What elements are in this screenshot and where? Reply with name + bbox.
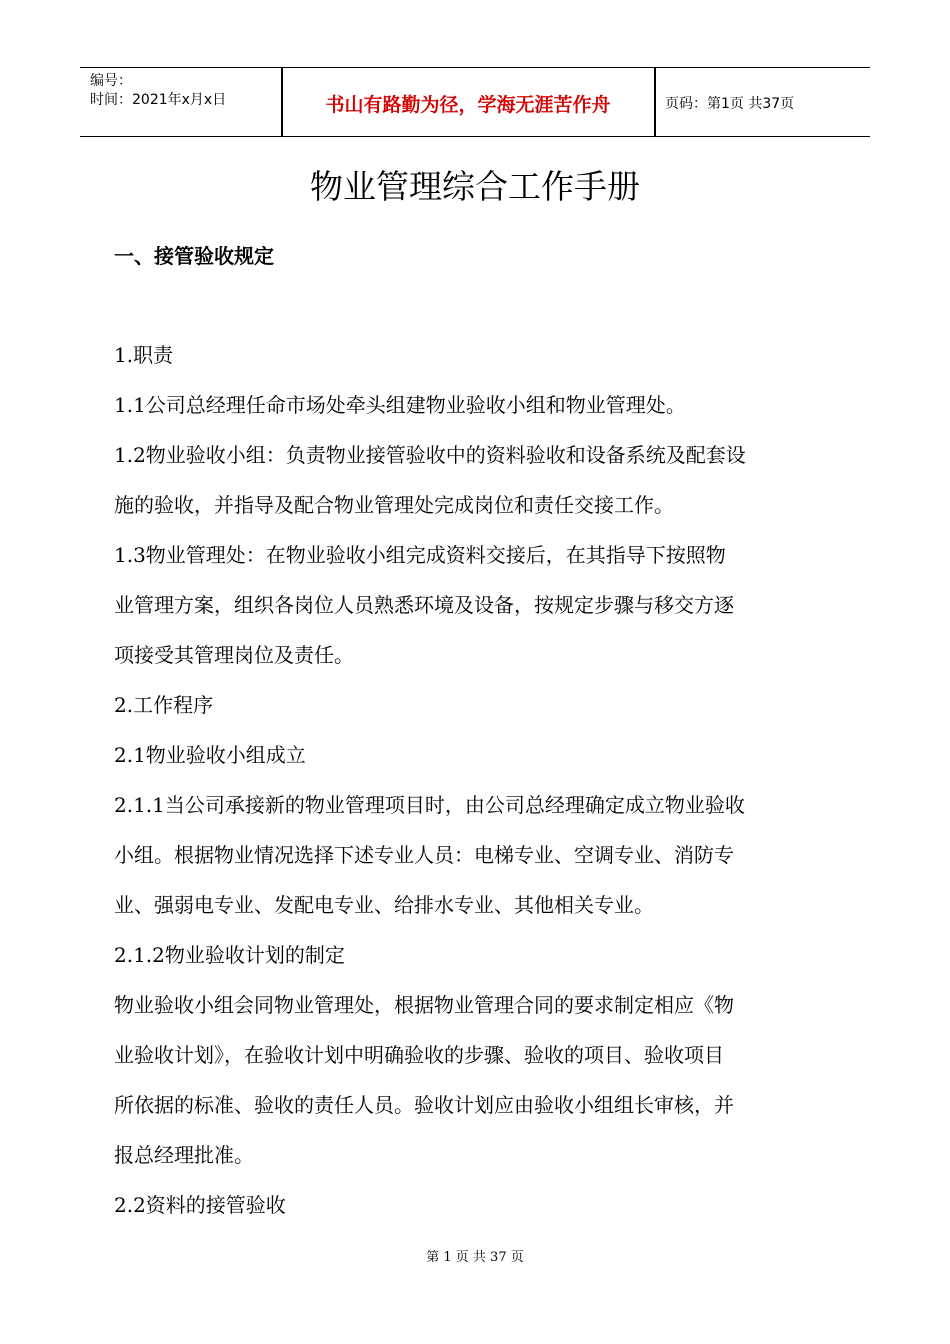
header-number-label: 编号： <box>90 73 132 89</box>
body-line: 所依据的标准、验收的责任人员。验收计划应由验收小组组长审核，并 <box>114 1093 734 1117</box>
header-page-info: 页码：第1页 共37页 <box>665 96 795 112</box>
page-footer: 第 1 页 共 37 页 <box>426 1250 524 1265</box>
body-line: 2.1.2物业验收计划的制定 <box>114 943 345 967</box>
header-divider-right <box>654 68 656 136</box>
body-line: 业验收计划》，在验收计划中明确验收的步骤、验收的项目、验收项目 <box>114 1043 724 1067</box>
body-line: 业管理方案，组织各岗位人员熟悉环境及设备，按规定步骤与移交方逐 <box>114 593 734 617</box>
body-line: 业、强弱电专业、发配电专业、给排水专业、其他相关专业。 <box>114 893 654 917</box>
body-line: 1.1公司总经理任命市场处牵头组建物业验收小组和物业管理处。 <box>114 393 686 417</box>
body-line: 2.工作程序 <box>114 693 214 717</box>
body-line: 1.2物业验收小组：负责物业接管验收中的资料验收和设备系统及配套设 <box>114 443 746 467</box>
body-line: 项接受其管理岗位及责任。 <box>114 643 354 667</box>
body-line: 物业验收小组会同物业管理处，根据物业管理合同的要求制定相应《物 <box>114 993 734 1017</box>
body-line: 2.2资料的接管验收 <box>114 1193 286 1217</box>
body-line: 报总经理批准。 <box>114 1143 254 1167</box>
body-line: 2.1物业验收小组成立 <box>114 743 306 767</box>
header-motto: 书山有路勤为径，学海无涯苦作舟 <box>325 94 611 116</box>
body-line: 1.职责 <box>114 343 174 367</box>
body-line: 小组。根据物业情况选择下述专业人员：电梯专业、空调专业、消防专 <box>114 843 734 867</box>
header-meta <box>90 72 226 110</box>
body-line: 2.1.1当公司承接新的物业管理项目时，由公司总经理确定成立物业验收 <box>114 793 745 817</box>
document-title: 物业管理综合工作手册 <box>310 167 640 206</box>
body-line: 1.3物业管理处：在物业验收小组完成资料交接后，在其指导下按照物 <box>114 543 726 567</box>
document-header <box>80 67 870 137</box>
body-line: 施的验收，并指导及配合物业管理处完成岗位和责任交接工作。 <box>114 493 674 517</box>
section-heading: 一、接管验收规定 <box>114 244 274 268</box>
header-time-label: 时间：2021年x月x日 <box>90 92 227 108</box>
document-body <box>114 330 814 1230</box>
